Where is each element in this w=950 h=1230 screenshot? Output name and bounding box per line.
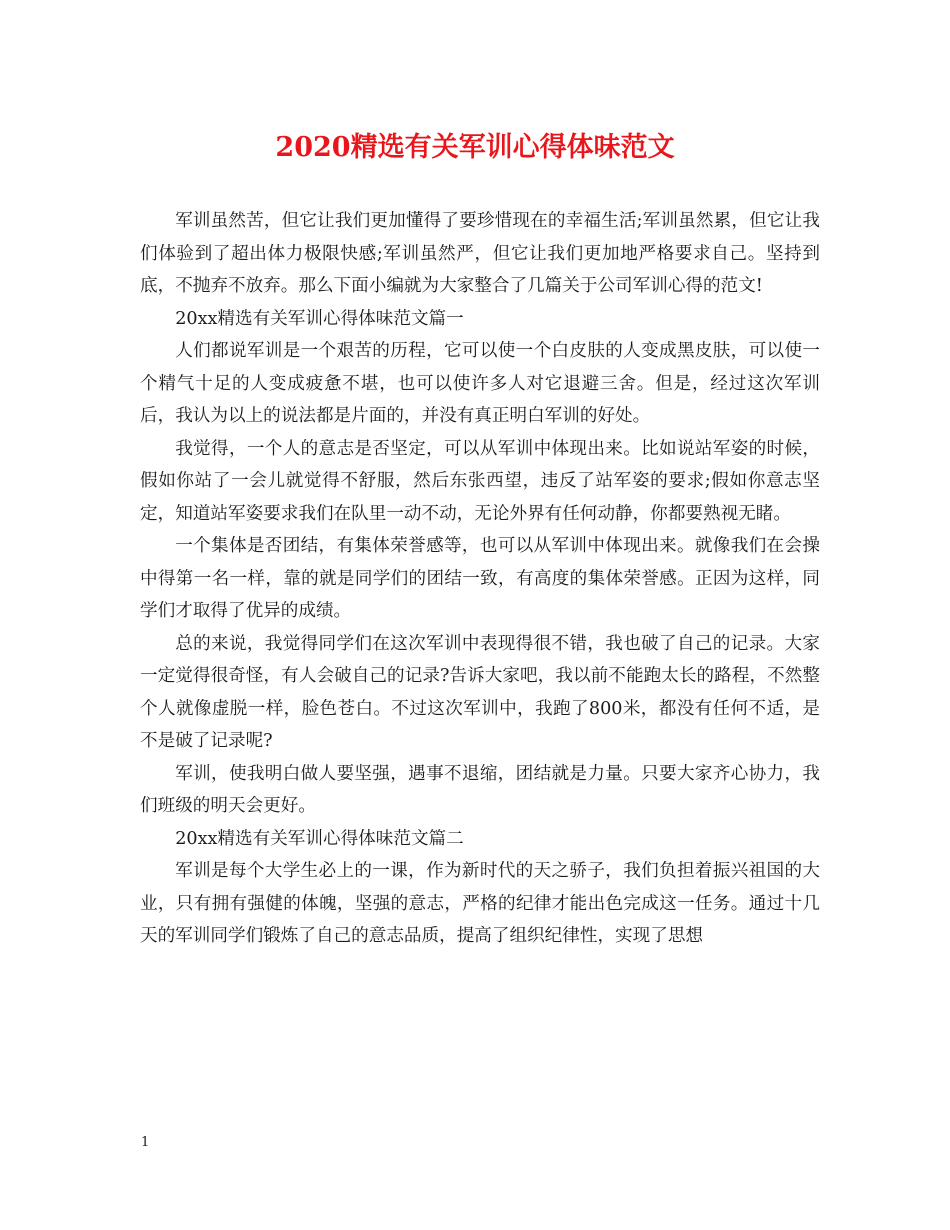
section-heading-1: 20xx精选有关军训心得体味范文篇一 xyxy=(175,308,464,329)
paragraph: 总的来说，我觉得同学们在这次军训中表现得很不错，我也破了自己的记录。大家一定觉得很奇怪，有人会破自己的记录?告诉大家吧，我以前不能跑太长的路程，不然整个人就像虚脱一样，脸色苍白。不过这次军训中，我跑了800米，都没有任何不适，是不是破了记录呢? xyxy=(140,633,820,751)
paragraph: 一个集体是否团结，有集体荣誉感等，也可以从军训中体现出来。就像我们在会操中得第一名一样，靠的就是同学们的团结一致，有高度的集体荣誉感。正因为这样，同学们才取得了优异的成绩。 xyxy=(140,536,820,621)
paragraph-intro: 军训虽然苦，但它让我们更加懂得了要珍惜现在的幸福生活;军训虽然累，但它让我们体验到了超出体力极限快感;军训虽然严，但它让我们更加地严格要求自己。坚持到底，不抛弃不放弃。那么下面小编就为大家整合了几篇关于公司军训心得的范文! xyxy=(140,211,820,296)
paragraph: 人们都说军训是一个艰苦的历程，它可以使一个白皮肤的人变成黑皮肤，可以使一个精气十足的人变成疲惫不堪，也可以使许多人对它退避三舍。但是，经过这次军训后，我认为以上的说法都是片面的，并没有真正明白军训的好处。 xyxy=(140,341,820,426)
paragraph: 军训，使我明白做人要坚强，遇事不退缩，团结就是力量。只要大家齐心协力，我们班级的明天会更好。 xyxy=(140,763,820,816)
section-heading-2: 20xx精选有关军训心得体味范文篇二 xyxy=(175,828,464,849)
paragraph: 军训是每个大学生必上的一课，作为新时代的天之骄子，我们负担着振兴祖国的大业，只有拥有强健的体魄，坚强的意志，严格的纪律才能出色完成这一任务。通过十几天的军训同学们锻炼了自己的意志品质，提高了组织纪律性，实现了思想 xyxy=(140,861,820,946)
paragraph: 我觉得，一个人的意志是否坚定，可以从军训中体现出来。比如说站军姿的时候，假如你站了一会儿就觉得不舒服，然后东张西望，违反了站军姿的要求;假如你意志坚定，知道站军姿要求我们在队里一动不动，无论外界有任何动静，你都要熟视无睹。 xyxy=(140,438,820,524)
document-body xyxy=(140,205,820,953)
document-title: 2020精选有关军训心得体味范文 xyxy=(275,132,675,163)
page-number: 1 xyxy=(141,1135,150,1150)
